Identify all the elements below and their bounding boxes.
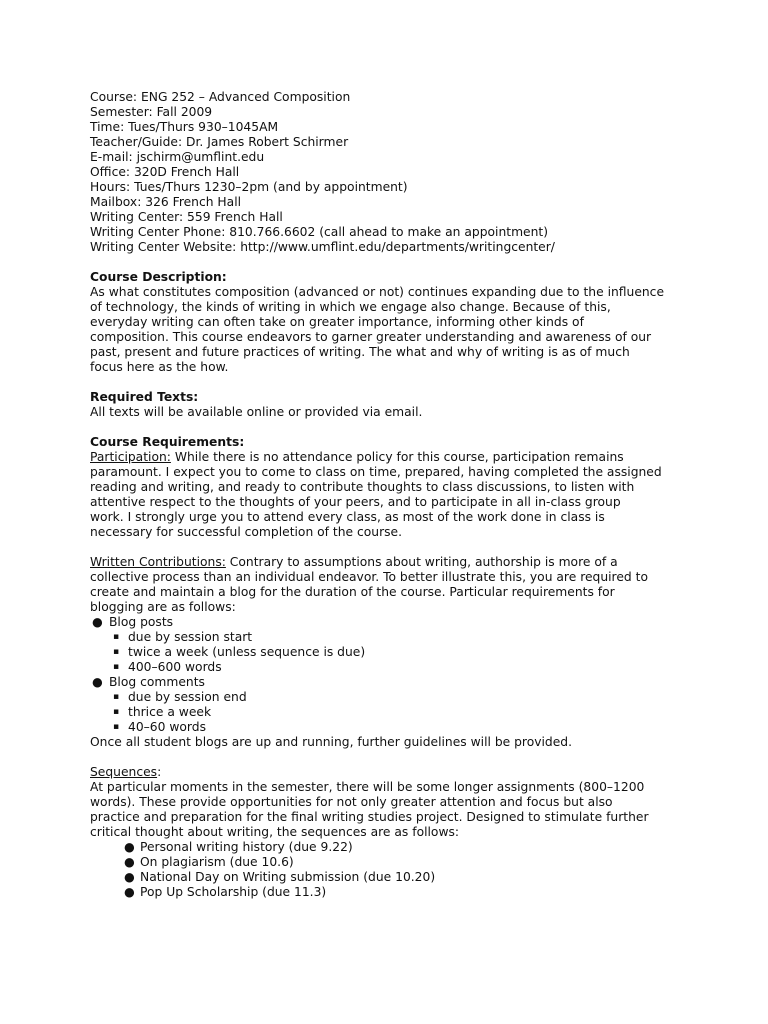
list-item: ▪ due by session start — [113, 630, 253, 644]
course-requirements-heading: Course Requirements: — [90, 435, 245, 449]
sub-bullet-icon: ▪ — [113, 632, 120, 642]
description-line: composition. This course endeavors to garner greater understanding and awareness of our — [90, 330, 652, 344]
bullet-icon: ● — [92, 615, 103, 629]
participation-line: reading and writing, and ready to contribute thoughts to class discussions, to listen with — [90, 480, 635, 494]
description-line: focus here as the how. — [90, 360, 229, 374]
list-item: ▪ due by session end — [113, 690, 247, 704]
mailbox-line: Mailbox: 326 French Hall — [90, 195, 242, 209]
list-item: ▪ 40–60 words — [113, 720, 206, 734]
semester-line: Semester: Fall 2009 — [90, 105, 213, 119]
list-item: ● On plagiarism (due 10.6) — [124, 855, 294, 869]
participation-line: paramount. I expect you to come to class on time, prepared, having completed the assigned — [90, 465, 662, 479]
required-texts-line: All texts will be available online or provided via email. — [90, 405, 423, 419]
participation-text: While there is no attendance policy for this course, participation remains — [170, 450, 624, 464]
sub-bullet-icon: ▪ — [113, 722, 120, 732]
office-line: Office: 320D French Hall — [90, 165, 240, 179]
written-closing-line: Once all student blogs are up and running, further guidelines will be provided. — [90, 735, 572, 749]
participation-label: Participation: — [90, 450, 171, 464]
required-texts-section — [90, 390, 690, 420]
participation-line: attentive respect to the thoughts of your peers, and to participate in all in-class group — [90, 495, 621, 509]
written-contributions-label: Written Contributions: — [90, 555, 226, 569]
list-item: ● Pop Up Scholarship (due 11.3) — [124, 885, 327, 899]
list-item: ▪ twice a week (unless sequence is due) — [113, 645, 366, 659]
sub-bullet-icon: ▪ — [113, 707, 120, 717]
written-contributions-paragraph — [90, 555, 690, 750]
description-line: As what constitutes composition (advanced or not) continues expanding due to the influence — [90, 285, 665, 299]
sequences-line: At particular moments in the semester, there will be some longer assignments (800–1200 — [90, 780, 645, 794]
sequences-line: practice and preparation for the final writing studies project. Designed to stimulate further — [90, 810, 649, 824]
sequences-line: critical thought about writing, the sequences are as follows: — [90, 825, 460, 839]
list-item-blog-comments: ● Blog comments — [92, 675, 205, 689]
time-line: Time: Tues/Thurs 930–1045AM — [90, 120, 279, 134]
sub-bullet-icon: ▪ — [113, 692, 120, 702]
list-item-blog-posts: ● Blog posts — [92, 615, 174, 629]
participation-line: work. I strongly urge you to attend every class, as most of the work done in class is — [90, 510, 605, 524]
writing-center-line: Writing Center: 559 French Hall — [90, 210, 283, 224]
syllabus-page — [90, 90, 690, 900]
list-item: ● Personal writing history (due 9.22) — [124, 840, 353, 854]
writing-center-phone-line: Writing Center Phone: 810.766.6602 (call ahead to make an appointment) — [90, 225, 549, 239]
bullet-icon: ● — [124, 840, 135, 854]
description-line: everyday writing can often take on greater importance, informing other kinds of — [90, 315, 584, 329]
course-description-section — [90, 270, 690, 375]
list-item: ▪ 400–600 words — [113, 660, 222, 674]
list-item: ▪ thrice a week — [113, 705, 212, 719]
bullet-icon: ● — [124, 885, 135, 899]
description-line: past, present and future practices of writing. The what and why of writing is as of much — [90, 345, 630, 359]
sequences-label: Sequences — [90, 765, 158, 779]
required-texts-heading: Required Texts: — [90, 390, 199, 404]
participation-paragraph — [90, 450, 690, 540]
bullet-icon: ● — [124, 855, 135, 869]
participation-line: necessary for successful completion of the course. — [90, 525, 403, 539]
teacher-line: Teacher/Guide: Dr. James Robert Schirmer — [90, 135, 349, 149]
course-description-heading: Course Description: — [90, 270, 227, 284]
list-item: ● National Day on Writing submission (due 10.20) — [124, 870, 436, 884]
sub-bullet-icon: ▪ — [113, 647, 120, 657]
email-line: E-mail: jschirm@umflint.edu — [90, 150, 265, 164]
written-line: create and maintain a blog for the duration of the course. Particular requirements for — [90, 585, 615, 599]
description-line: of technology, the kinds of writing in which we engage also change. Because of this, — [90, 300, 611, 314]
sequences-paragraph: Sequences: At particular moments in the semester, there will be some longer assignments (800–1200 words). These provide opportunities for not only greater attention and focus but also practice and preparation for the final writing studies project. Designed to stimulate further critical thought about writing, the sequences are as follows: ● Personal writing history (due 9.22) ● On plagiarism (due 10.6) ● National Day on Writing submission (due 10.20) ● Pop Up Scholarship (due 11.3) — [90, 765, 690, 900]
hours-line: Hours: Tues/Thurs 1230–2pm (and by appointment) — [90, 180, 408, 194]
written-line: blogging are as follows: — [90, 600, 236, 614]
bullet-icon: ● — [124, 870, 135, 884]
written-contributions-text: Contrary to assumptions about writing, authorship is more of a — [225, 555, 618, 569]
course-info — [90, 90, 690, 255]
written-line: collective process than an individual endeavor. To better illustrate this, you are required to — [90, 570, 648, 584]
writing-center-website-line: Writing Center Website: http://www.umflint.edu/departments/writingcenter/ — [90, 240, 555, 254]
sub-bullet-icon: ▪ — [113, 662, 120, 672]
bullet-icon: ● — [92, 675, 103, 689]
course-requirements-section — [90, 435, 690, 900]
course-line: Course: ENG 252 – Advanced Composition — [90, 90, 351, 104]
sequences-line: words). These provide opportunities for not only greater attention and focus but also — [90, 795, 613, 809]
